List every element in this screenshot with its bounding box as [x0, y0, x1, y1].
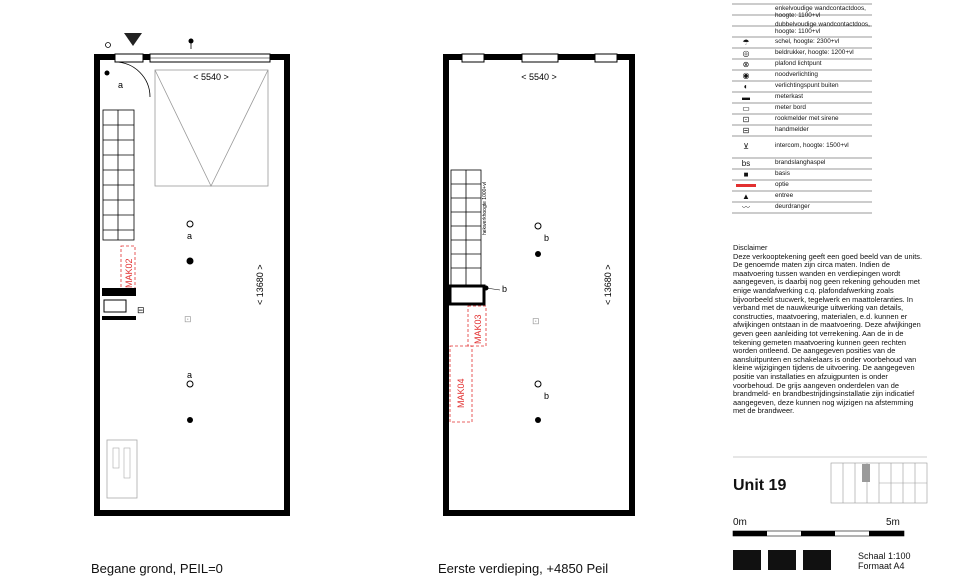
first-window-2 [522, 54, 558, 62]
basis-swatch-icon: ■ [743, 170, 749, 179]
ground-floor-plan [97, 33, 287, 513]
ground-ceiling-light-1 [187, 221, 193, 227]
entree-triangle [124, 33, 142, 46]
ground-emergency-light-2 [187, 417, 193, 423]
disclaimer [733, 244, 927, 416]
legend-row: bs brandslanghaspel [732, 159, 872, 170]
ground-label-a2: a [187, 231, 193, 241]
outdoor-light-icon [189, 39, 194, 44]
meter-cupboard-icon: ▬ [742, 93, 750, 102]
ground-meter-cupboard-wall [102, 288, 136, 296]
logo-block-1 [733, 550, 761, 570]
logo-block-2 [768, 550, 796, 570]
ground-mak02-label: MAK02 [124, 258, 134, 288]
unit-key-plan [831, 463, 927, 503]
ground-entrance-door [115, 54, 143, 62]
legend-row: dubbelvoudige wandcontactdoos, hoogte: 1100+vl [775, 21, 870, 35]
legend-row: optie [775, 181, 789, 188]
legend-row: ■ basis [732, 170, 872, 181]
bell-push-icon [106, 43, 111, 48]
hose-reel-icon: bs [741, 159, 751, 168]
ground-ceiling-light-2 [187, 381, 193, 387]
ground-dim-width: < 5540 > [193, 72, 229, 82]
first-mak03-label: MAK03 [473, 314, 483, 344]
ground-emergency-light-1 [187, 258, 193, 264]
first-label-b2: b [544, 233, 550, 243]
smoke-detector-icon: ⊡ [742, 115, 750, 124]
legend-row: ⊻ intercom, hoogte: 1500+vl [732, 142, 872, 153]
legend-row: ▲ entree [732, 192, 872, 203]
legend-row: ⊗ plafond lichtpunt [732, 60, 872, 71]
ground-handmelder-icon: ⊟ [137, 305, 145, 315]
ground-meter-cupboard [104, 300, 126, 312]
outdoor-light-icon: ◐ [743, 82, 749, 91]
legend-row: ◉ noodverlichting [732, 71, 872, 82]
bell-icon: ☂ [742, 38, 750, 47]
first-window-1 [462, 54, 484, 62]
ground-smoke-detector-icon: ⊡ [184, 314, 192, 324]
format-text: Formaat A4 [858, 561, 905, 571]
intercom-icon: ⊻ [743, 142, 749, 151]
first-dim-width: < 5540 > [521, 72, 557, 82]
ground-switch-icon [105, 71, 110, 76]
first-label-b1: b [502, 284, 508, 294]
legend-row: ▭ meter bord [732, 104, 872, 115]
first-floor-label: Eerste verdieping, +4850 Peil [438, 561, 609, 576]
logo-block-3 [803, 550, 831, 570]
ceiling-light-icon: ⊗ [742, 60, 750, 69]
legend-row: ◎ beldrukker, hoogte: 1200+vl [732, 49, 872, 60]
legend-row: ⊟ handmelder [732, 126, 872, 137]
first-mak04-label: MAK04 [456, 378, 466, 408]
emergency-light-icon: ◉ [742, 71, 750, 80]
disclaimer-title: Disclaimer [733, 243, 768, 252]
scale-text: Schaal 1:100 [858, 551, 911, 561]
first-meter-cupboard [450, 286, 484, 304]
meter-board-icon: ▭ [742, 104, 750, 113]
scale-end-label: 5m [886, 517, 900, 528]
ground-floor-label: Begane grond, PEIL=0 [91, 561, 223, 576]
legend-row: enkelvoudige wandcontactdoos, hoogte: 1100+vl [775, 5, 866, 19]
unit-title: Unit 19 [733, 477, 787, 494]
first-ceiling-light-1 [535, 223, 541, 229]
scale-start-label: 0m [733, 517, 747, 528]
entrance-triangle-icon: ▲ [742, 192, 750, 201]
first-stair-note: hekwerkhoogte 1000+vl [482, 182, 488, 235]
legend-row: ☂ schel, hoogte: 2300+vl [732, 38, 872, 49]
first-window-3 [595, 54, 617, 62]
manual-call-point-icon: ⊟ [742, 126, 750, 135]
first-emergency-light-1 [535, 251, 541, 257]
legend-row: ◐ verlichtingspunt buiten [732, 82, 872, 93]
ground-dim-height: < 13680 > [255, 264, 265, 305]
first-stairs [451, 170, 481, 286]
door-closer-icon: 〰 [742, 203, 750, 212]
first-floor-plan [446, 54, 632, 513]
first-ceiling-light-2 [535, 381, 541, 387]
ground-label-a1: a [118, 80, 124, 90]
first-smoke-detector-icon: ⊡ [532, 316, 540, 326]
first-dim-height: < 13680 > [603, 264, 613, 305]
ground-stairs [103, 110, 134, 240]
ground-void [155, 70, 268, 186]
scale-bar [733, 531, 904, 536]
first-label-b3: b [544, 391, 550, 401]
ground-fire-hose-reel [107, 440, 137, 498]
legend-row: ▬ meterkast [732, 93, 872, 104]
first-emergency-light-2 [535, 417, 541, 423]
bell-push-icon: ◎ [742, 49, 750, 58]
ground-label-a3: a [187, 370, 193, 380]
disclaimer-text: Deze verkooptekening geeft een goed beeld van de units. De genoemde maten zijn circa maten. Indien de maatvoering tussen wanden en verdiepingen wordt aangegeven, is daarbij nog geen rekening gehouden met enige wandafwerking c.q. plafondafwerking zoals bijvoorbeeld stucwerk, tegelwerk en maattoleranties. In verband met de nauwkeurige uitwerking van details, constructies, maatvoering, materialen, e.d. kunnen er afwijkingen ontstaan in de maatvoering. Deze afwijkingen geven geen aanleiding tot verrekening. Aan de in de tekening gemeten maatvoering kunnen geen rechten worden ontleend. De aangegeven posities van de aansluitpunten en schakelaars is onder voorbehoud van kleine wijzigingen tijdens de uitvoering. De aangegeven positie van installaties en afzuigpunten is onder voorbehoud. De grijs aangeven onderdelen van de brandmeld- en brandbestrijdingsinstallatie zijn indicatief aangegeven, deze kunnen nog wijzigen na afstemming met de brandweer. [733, 251, 923, 416]
legend-row: 〰 deurdranger [732, 203, 872, 214]
legend-row: ⊡ rookmelder met sirene [732, 115, 872, 126]
